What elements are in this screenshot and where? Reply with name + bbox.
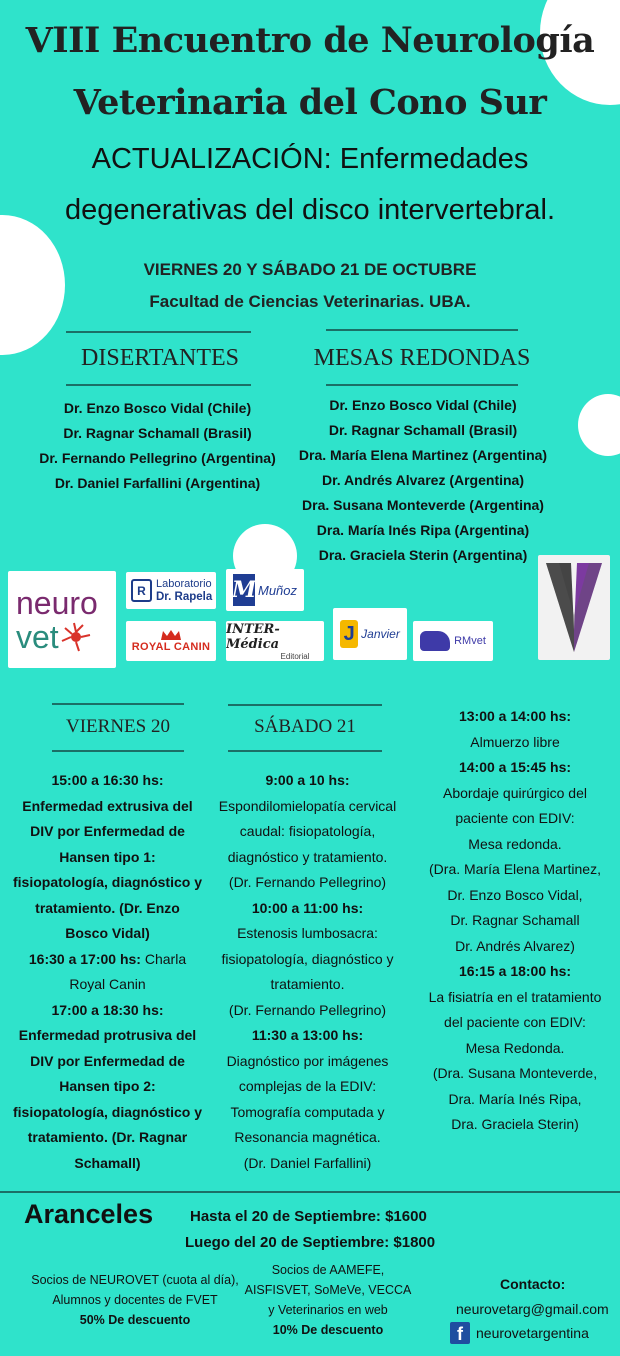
schedule-line: tratamiento. bbox=[270, 976, 345, 992]
schedule-time: 13:00 a 14:00 hs: bbox=[458, 708, 572, 724]
crown-icon bbox=[160, 629, 182, 641]
schedule-time: 9:00 a 10 hs: bbox=[265, 772, 350, 788]
janvier-icon: J bbox=[340, 620, 358, 648]
discount-line: Socios de AAMEFE, bbox=[271, 1263, 385, 1277]
schedule-line: tratamiento. (Dr. Enzo bbox=[35, 899, 180, 916]
schedule-line: fisiopatología, diagnóstico y bbox=[12, 874, 202, 890]
intermedica-text: INTER-Médica bbox=[226, 621, 280, 652]
discount-line: Alumnos y docentes de FVET bbox=[52, 1293, 218, 1307]
list-item: Dra. María Elena Martinez (Argentina) bbox=[298, 447, 548, 463]
schedule-line: del paciente con EDIV: bbox=[444, 1014, 586, 1030]
schedule-line: (Dr. Daniel Farfallini) bbox=[243, 1154, 372, 1171]
fee-early: Hasta el 20 de Septiembre: $1600 bbox=[190, 1208, 427, 1225]
schedule-line: Tomografía computada y bbox=[230, 1103, 385, 1120]
viernes-heading: VIERNES 20 bbox=[66, 716, 170, 737]
janvier-logo bbox=[333, 608, 407, 660]
discount-value: 10% De descuento bbox=[272, 1323, 384, 1337]
schedule-text: Charla bbox=[140, 950, 187, 967]
schedule-line: tratamiento. (Dr. Ragnar bbox=[27, 1129, 188, 1145]
v-shape-icon bbox=[543, 560, 605, 655]
rmvet-logo bbox=[413, 621, 493, 661]
intermedica-logo bbox=[226, 621, 324, 661]
schedule-line: La fisiatría en el tratamiento bbox=[428, 988, 602, 1005]
rule bbox=[66, 384, 251, 386]
schedule-line: Dr. Andrés Alvarez) bbox=[455, 937, 575, 954]
schedule-line: paciente con EDIV: bbox=[455, 810, 575, 826]
list-item: Dr. Enzo Bosco Vidal (Chile) bbox=[63, 400, 252, 416]
mesas-list bbox=[282, 393, 564, 568]
neurovet-logo-text-a: neuro bbox=[16, 584, 98, 621]
neurovet-logo-text-b: vet bbox=[16, 618, 59, 655]
facebook-handle: neurovetargentina bbox=[476, 1325, 589, 1341]
schedule-line: DIV por Enfermedad de bbox=[30, 823, 185, 839]
schedule-time: 11:30 a 13:00 hs: bbox=[251, 1027, 364, 1043]
schedule-line: Dr. Ragnar Schamall bbox=[450, 912, 580, 928]
rmvet-text: RMvet bbox=[454, 635, 486, 647]
event-title-line1: VIII Encuentro de Neurología bbox=[25, 20, 595, 61]
schedule-line: 17:00 a 18:30 hs: bbox=[51, 1001, 164, 1018]
rapela-logo bbox=[126, 572, 216, 609]
list-item: Dr. Ragnar Schamall (Brasil) bbox=[328, 422, 518, 438]
schedule-line bbox=[5, 947, 210, 973]
schedule-line: (Dr. Fernando Pellegrino) bbox=[228, 1001, 387, 1018]
schedule-line: Hansen tipo 1: bbox=[59, 848, 156, 865]
event-venue: Facultad de Ciencias Veterinarias. UBA. bbox=[149, 292, 471, 311]
viernes-schedule bbox=[5, 768, 210, 1176]
list-item: Dr. Enzo Bosco Vidal (Chile) bbox=[329, 397, 517, 413]
rule bbox=[52, 703, 184, 705]
schedule-line: Abordaje quirúrgico del bbox=[443, 784, 587, 801]
munoz-text: Muñoz bbox=[257, 582, 298, 598]
list-item: Dr. Fernando Pellegrino (Argentina) bbox=[39, 450, 276, 466]
schedule-line: fisiopatología, diagnóstico y bbox=[12, 1103, 202, 1120]
aranceles-heading: Aranceles bbox=[24, 1199, 154, 1229]
disertantes-heading: DISERTANTES bbox=[81, 345, 239, 371]
list-item: Dr. Andrés Alvarez (Argentina) bbox=[321, 472, 524, 488]
schedule-line: caudal: fisiopatología, bbox=[239, 823, 376, 839]
dog-cat-icon bbox=[420, 631, 450, 651]
event-subtitle-line1: ACTUALIZACIÓN: Enfermedades bbox=[91, 143, 529, 175]
discount-line: AISFISVET, SoMeVe, VECCA bbox=[244, 1283, 412, 1297]
schedule-line: 15:00 a 16:30 hs: bbox=[51, 772, 164, 788]
brand-v-logo bbox=[538, 555, 610, 660]
sabado-schedule bbox=[205, 768, 410, 1176]
schedule-line: Schamall) bbox=[74, 1154, 141, 1171]
schedule-line: Dra. María Inés Ripa, bbox=[448, 1090, 582, 1107]
schedule-line: Bosco Vidal) bbox=[65, 925, 150, 941]
rule bbox=[228, 750, 382, 752]
schedule-line: Dra. Graciela Sterin) bbox=[451, 1116, 579, 1132]
schedule-line: DIV por Enfermedad de bbox=[30, 1052, 185, 1069]
rule bbox=[228, 704, 382, 706]
schedule-line: Estenosis lumbosacra: bbox=[237, 925, 378, 941]
royal-canin-text: ROYAL CANIN bbox=[131, 641, 211, 653]
decor-circle-right bbox=[578, 394, 620, 456]
discount-line: Socios de NEUROVET (cuota al día), bbox=[31, 1273, 239, 1287]
neurovet-logo bbox=[8, 571, 116, 668]
event-subtitle-line2: degenerativas del disco intervertebral. bbox=[64, 194, 556, 226]
event-title-line2: Veterinaria del Cono Sur bbox=[73, 82, 547, 123]
intermedica-sub: Editorial bbox=[280, 651, 310, 661]
schedule-line: Enfermedad extrusiva del bbox=[22, 797, 193, 814]
schedule-line: Almuerzo libre bbox=[470, 733, 560, 750]
list-item: Dra. Graciela Sterin (Argentina) bbox=[318, 547, 528, 563]
schedule-line: Resonancia magnética. bbox=[234, 1129, 381, 1145]
schedule-line: (Dra. María Elena Martinez, bbox=[429, 861, 601, 877]
rule bbox=[66, 331, 251, 333]
contact-email[interactable]: neurovetarg@gmail.com bbox=[456, 1301, 609, 1317]
schedule-line: Hansen tipo 2: bbox=[59, 1078, 156, 1094]
schedule-line: Mesa Redonda. bbox=[465, 1039, 565, 1056]
rule bbox=[326, 384, 518, 386]
munoz-icon: M bbox=[233, 574, 255, 606]
rule bbox=[52, 750, 184, 752]
schedule-line: Mesa redonda. bbox=[468, 835, 562, 852]
schedule-line: Dr. Enzo Bosco Vidal, bbox=[447, 886, 583, 903]
rule bbox=[326, 329, 518, 331]
list-item: Dr. Ragnar Schamall (Brasil) bbox=[63, 425, 252, 441]
disertantes-list bbox=[20, 396, 295, 496]
mesas-heading: MESAS REDONDAS bbox=[313, 345, 531, 371]
event-dates: VIERNES 20 Y SÁBADO 21 DE OCTUBRE bbox=[143, 260, 477, 279]
list-item: Dra. Susana Monteverde (Argentina) bbox=[302, 497, 544, 513]
janvier-text: Janvier bbox=[361, 627, 400, 641]
schedule-line: Espondilomielopatía cervical bbox=[218, 797, 397, 814]
neuron-icon bbox=[61, 622, 91, 652]
schedule-time: 16:30 a 17:00 hs: bbox=[28, 950, 141, 967]
divider bbox=[0, 1191, 620, 1193]
list-item: Dr. Daniel Farfallini (Argentina) bbox=[54, 475, 261, 491]
facebook-icon: f bbox=[450, 1322, 470, 1344]
sabado-tarde-schedule bbox=[412, 704, 618, 1138]
schedule-line: diagnóstico y tratamiento. bbox=[227, 848, 388, 865]
schedule-line: Enfermedad protrusiva del bbox=[18, 1027, 197, 1043]
discount-societies bbox=[230, 1260, 426, 1340]
sabado-heading: SÁBADO 21 bbox=[254, 716, 356, 737]
royal-canin-logo bbox=[126, 621, 216, 661]
discount-line: y Veterinarios en web bbox=[268, 1303, 388, 1317]
list-item: Dra. María Inés Ripa (Argentina) bbox=[316, 522, 530, 538]
schedule-line: (Dra. Susana Monteverde, bbox=[432, 1065, 598, 1081]
schedule-line: fisiopatología, diagnóstico y bbox=[221, 950, 394, 967]
schedule-line: (Dr. Fernando Pellegrino) bbox=[228, 874, 387, 890]
schedule-line: Diagnóstico por imágenes bbox=[226, 1052, 389, 1069]
facebook-link[interactable] bbox=[450, 1322, 589, 1344]
schedule-time: 16:15 a 18:00 hs: bbox=[458, 963, 572, 979]
schedule-line: complejas de la EDIV: bbox=[238, 1078, 377, 1094]
rapela-icon: R bbox=[131, 579, 152, 602]
schedule-line: Royal Canin bbox=[69, 976, 146, 992]
discount-value: 50% De descuento bbox=[79, 1313, 191, 1327]
rapela-text-b: Dr. Rapela bbox=[156, 590, 213, 603]
discount-neurovet bbox=[20, 1270, 250, 1330]
fee-late: Luego del 20 de Septiembre: $1800 bbox=[185, 1234, 436, 1251]
schedule-time: 10:00 a 11:00 hs: bbox=[251, 899, 364, 916]
contact-heading: Contacto: bbox=[500, 1276, 566, 1292]
rapela-text-a: Laboratorio bbox=[156, 577, 212, 590]
schedule-time: 14:00 a 15:45 hs: bbox=[458, 759, 572, 775]
munoz-logo bbox=[226, 569, 304, 611]
decor-circle-left bbox=[0, 215, 65, 355]
